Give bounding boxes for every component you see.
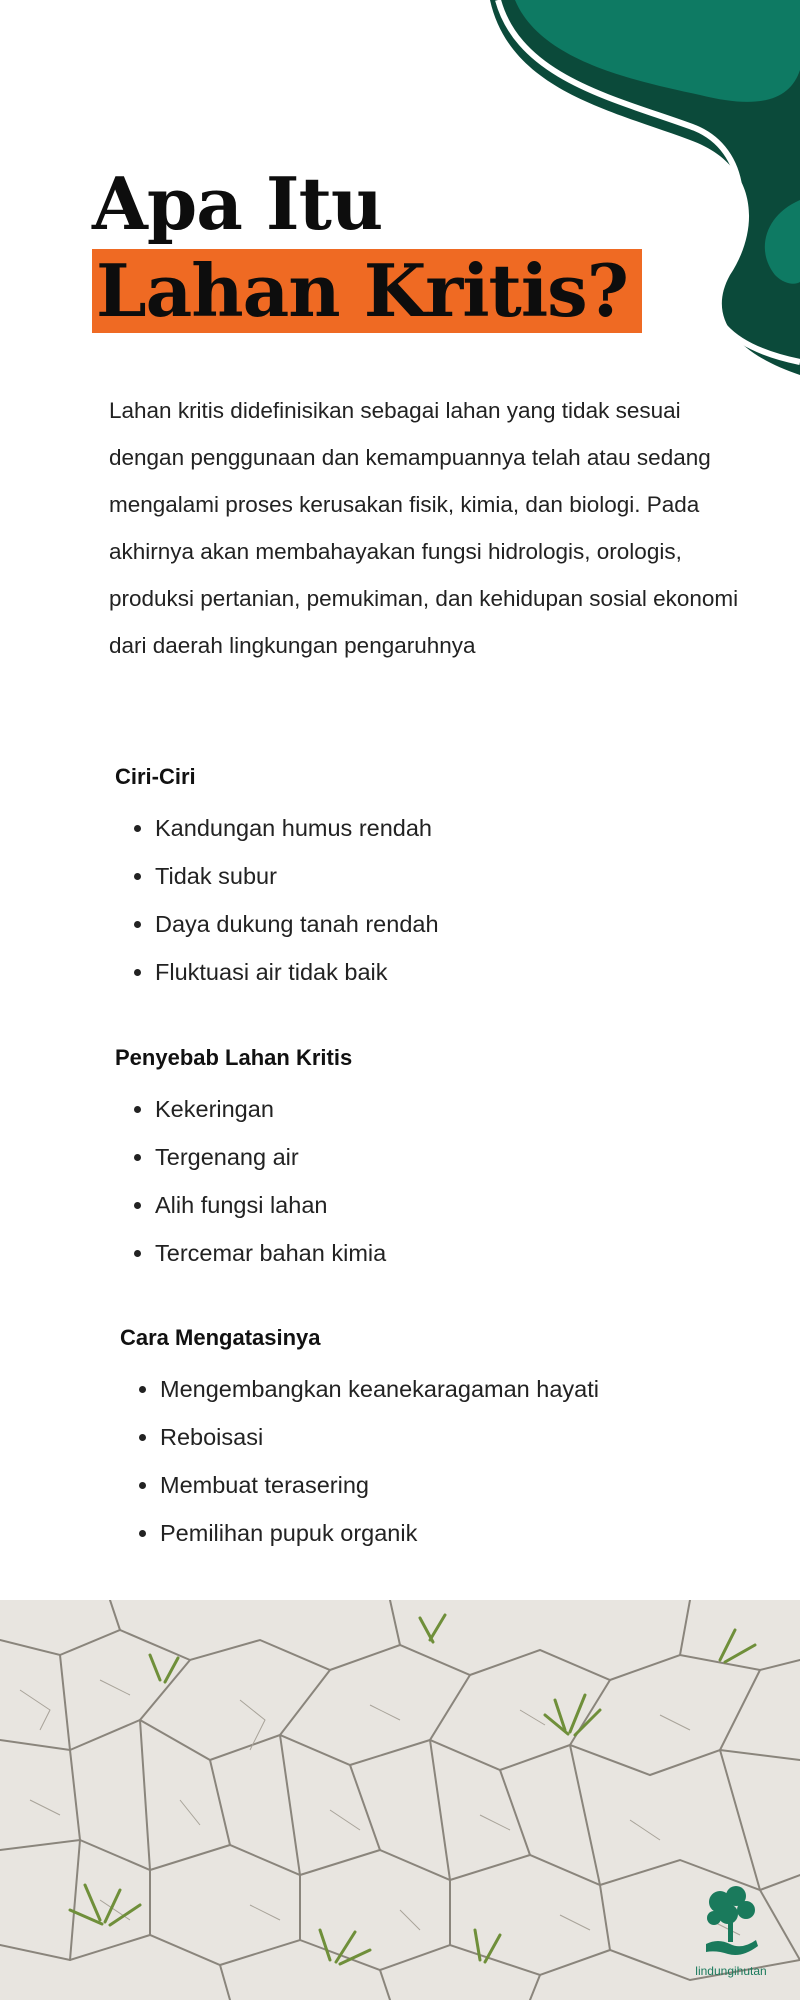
list-item: • Membuat terasering: [160, 1461, 599, 1509]
intro-paragraph: Lahan kritis didefinisikan sebagai lahan yang tidak sesuai dengan penggunaan dan kemampuannya telah atau sedang mengalami proses kerusakan fisik, kimia, dan biologi. Pada akhirnya akan membahayakan fungsi hidrologis, orologis, produksi pertanian, pemukiman, dan kehidupan sosial ekonomi dari daerah lingkungan pengaruhnya: [109, 398, 739, 658]
section-ciri-ciri: [115, 756, 439, 996]
list-item: • Alih fungsi lahan: [155, 1181, 386, 1229]
logo-text: lindungihutan: [695, 1964, 767, 1978]
lindungihutan-logo: [686, 1882, 776, 1992]
bullet-list: [115, 804, 439, 996]
section-cara-mengatasi: [120, 1317, 599, 1557]
page-title: [92, 161, 642, 333]
list-item: • Tercemar bahan kimia: [155, 1229, 386, 1277]
section-heading: Penyebab Lahan Kritis: [115, 1045, 353, 1070]
section-penyebab: [115, 1037, 386, 1277]
tree-hand-icon: [698, 1882, 764, 1962]
list-item: • Mengembangkan keanekaragaman hayati: [160, 1365, 599, 1413]
list-item: • Tergenang air: [155, 1133, 386, 1181]
section-heading: Cara Mengatasinya: [120, 1325, 321, 1350]
cracked-ground-image: [0, 1600, 800, 2000]
list-item: • Fluktuasi air tidak baik: [155, 948, 439, 996]
list-item: • Reboisasi: [160, 1413, 599, 1461]
list-item: • Pemilihan pupuk organik: [160, 1509, 599, 1557]
list-item: • Daya dukung tanah rendah: [155, 900, 439, 948]
title-line-2-highlight: Lahan Kritis?: [92, 249, 642, 333]
bullet-list: [120, 1365, 599, 1557]
title-line-1: Apa Itu: [92, 161, 383, 246]
bullet-list: [115, 1085, 386, 1277]
list-item: • Tidak subur: [155, 852, 439, 900]
list-item: • Kandungan humus rendah: [155, 804, 439, 852]
section-heading: Ciri-Ciri: [115, 764, 196, 789]
list-item: • Kekeringan: [155, 1085, 386, 1133]
